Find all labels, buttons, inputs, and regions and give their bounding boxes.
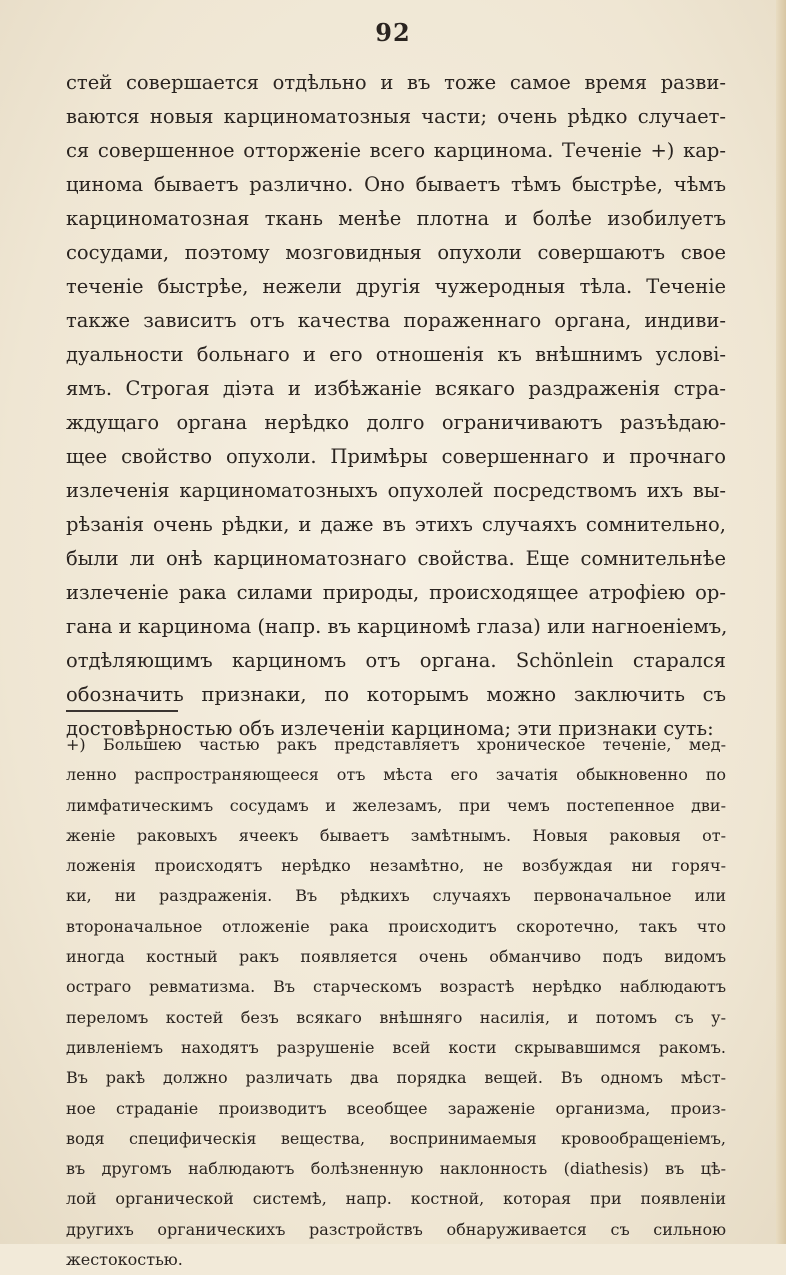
text-line: стей совершается отдѣльно и въ тоже самое время разви- bbox=[66, 71, 726, 94]
footnote-block bbox=[66, 730, 726, 1275]
footnote-line: иногда костный ракъ появляется очень обманчиво подъ видомъ bbox=[66, 947, 726, 967]
footnote-line: ки, ни раздраженія. Въ рѣдкихъ случаяхъ первоначальное или bbox=[66, 886, 726, 906]
text-line: ся совершенное отторженіе всего карцинома. Теченіе +) кар- bbox=[66, 139, 726, 162]
footnote-line: водя специфическія вещества, воспринимаемыя кровообращеніемъ, bbox=[66, 1128, 726, 1148]
footnote-line: ное страданіе производитъ всеобщее зараженіе организма, произ- bbox=[66, 1098, 726, 1118]
footnote-line: другихъ органическихъ разстройствъ обнаруживается съ сильною bbox=[66, 1219, 726, 1239]
text-line: излеченіе рака силами природы, происходящее атрофіею ор- bbox=[66, 581, 726, 604]
footnote-line: +) Большею частью ракъ представляетъ хроническое теченіе, мед- bbox=[66, 735, 726, 754]
footnote-line: въ другомъ наблюдаютъ болѣзненную наклонность (diathesis) въ цѣ- bbox=[66, 1159, 726, 1179]
text-line: теченіе быстрѣе, нежели другія чужеродныя тѣла. Теченіе bbox=[66, 275, 726, 298]
page-number: 92 bbox=[375, 18, 411, 47]
footnote-line: лимфатическимъ сосудамъ и железамъ, при чемъ постепенное дви- bbox=[66, 795, 726, 815]
text-line: карциноматозная ткань менѣе плотна и болѣе изобилуетъ bbox=[66, 207, 726, 230]
text-line: были ли онѣ карциноматознаго свойства. Еще сомнительнѣе bbox=[66, 547, 726, 570]
text-line: ямъ. Строгая діэта и избѣжаніе всякаго раздраженія стра- bbox=[66, 377, 726, 400]
text-line: дуальности больнаго и его отношенія къ внѣшнимъ услові- bbox=[66, 343, 726, 366]
text-line: обозначить признаки, по которымъ можно заключить съ bbox=[66, 683, 726, 706]
main-text-block bbox=[66, 66, 726, 746]
text-line: ваются новыя карциноматозныя части; очень рѣдко случает- bbox=[66, 105, 726, 128]
footnote-divider bbox=[66, 710, 178, 712]
page-edge bbox=[776, 0, 786, 1244]
text-line: отдѣляющимъ карциномъ отъ органа. Schönlein старался bbox=[66, 649, 726, 672]
footnote-line: Въ ракѣ должно различать два порядка вещей. Въ одномъ мѣст- bbox=[66, 1068, 726, 1088]
text-line: ждущаго органа нерѣдко долго ограничиваютъ разъѣдаю- bbox=[66, 411, 726, 434]
footnote-line: ленно распространяющееся отъ мѣста его зачатія обыкновенно по bbox=[66, 765, 726, 785]
text-line: достовѣрностью объ излеченіи карцинома; эти признаки суть: bbox=[66, 717, 714, 740]
text-line: щее свойство опухоли. Примѣры совершеннаго и прочнаго bbox=[66, 445, 726, 468]
footnote-line: дивленіемъ находятъ разрушеніе всей кости скрывавшимся ракомъ. bbox=[66, 1037, 726, 1057]
text-line: гана и карцинома (напр. въ карциномѣ глаза) или нагноеніемъ, bbox=[66, 615, 728, 638]
footnote-line: второначальное отложеніе рака происходитъ скоротечно, такъ что bbox=[66, 916, 726, 936]
text-line: рѣзанія очень рѣдки, и даже въ этихъ случаяхъ сомнительно, bbox=[66, 513, 726, 536]
footnote-line: остраго ревматизма. Въ старческомъ возрастѣ нерѣдко наблюдаютъ bbox=[66, 977, 726, 997]
footnote-line: женіе раковыхъ ячеекъ бываетъ замѣтнымъ. Новыя раковыя от- bbox=[66, 825, 726, 845]
footnote-line: лой органической системѣ, напр. костной, которая при появленіи bbox=[66, 1189, 726, 1209]
footnote-line: ложенія происходятъ нерѣдко незамѣтно, не возбуждая ни горяч- bbox=[66, 856, 726, 876]
text-line: цинома бываетъ различно. Оно бываетъ тѣмъ быстрѣе, чѣмъ bbox=[66, 173, 726, 196]
footnote-line: переломъ костей безъ всякаго внѣшняго насилія, и потомъ съ у- bbox=[66, 1007, 726, 1027]
footnote-line: жестокостью. bbox=[66, 1250, 183, 1270]
text-line: также зависитъ отъ качества пораженнаго органа, индиви- bbox=[66, 309, 726, 332]
text-line: излеченія карциноматозныхъ опухолей посредствомъ ихъ вы- bbox=[66, 479, 726, 502]
text-line: сосудами, поэтому мозговидныя опухоли совершаютъ свое bbox=[66, 241, 726, 264]
